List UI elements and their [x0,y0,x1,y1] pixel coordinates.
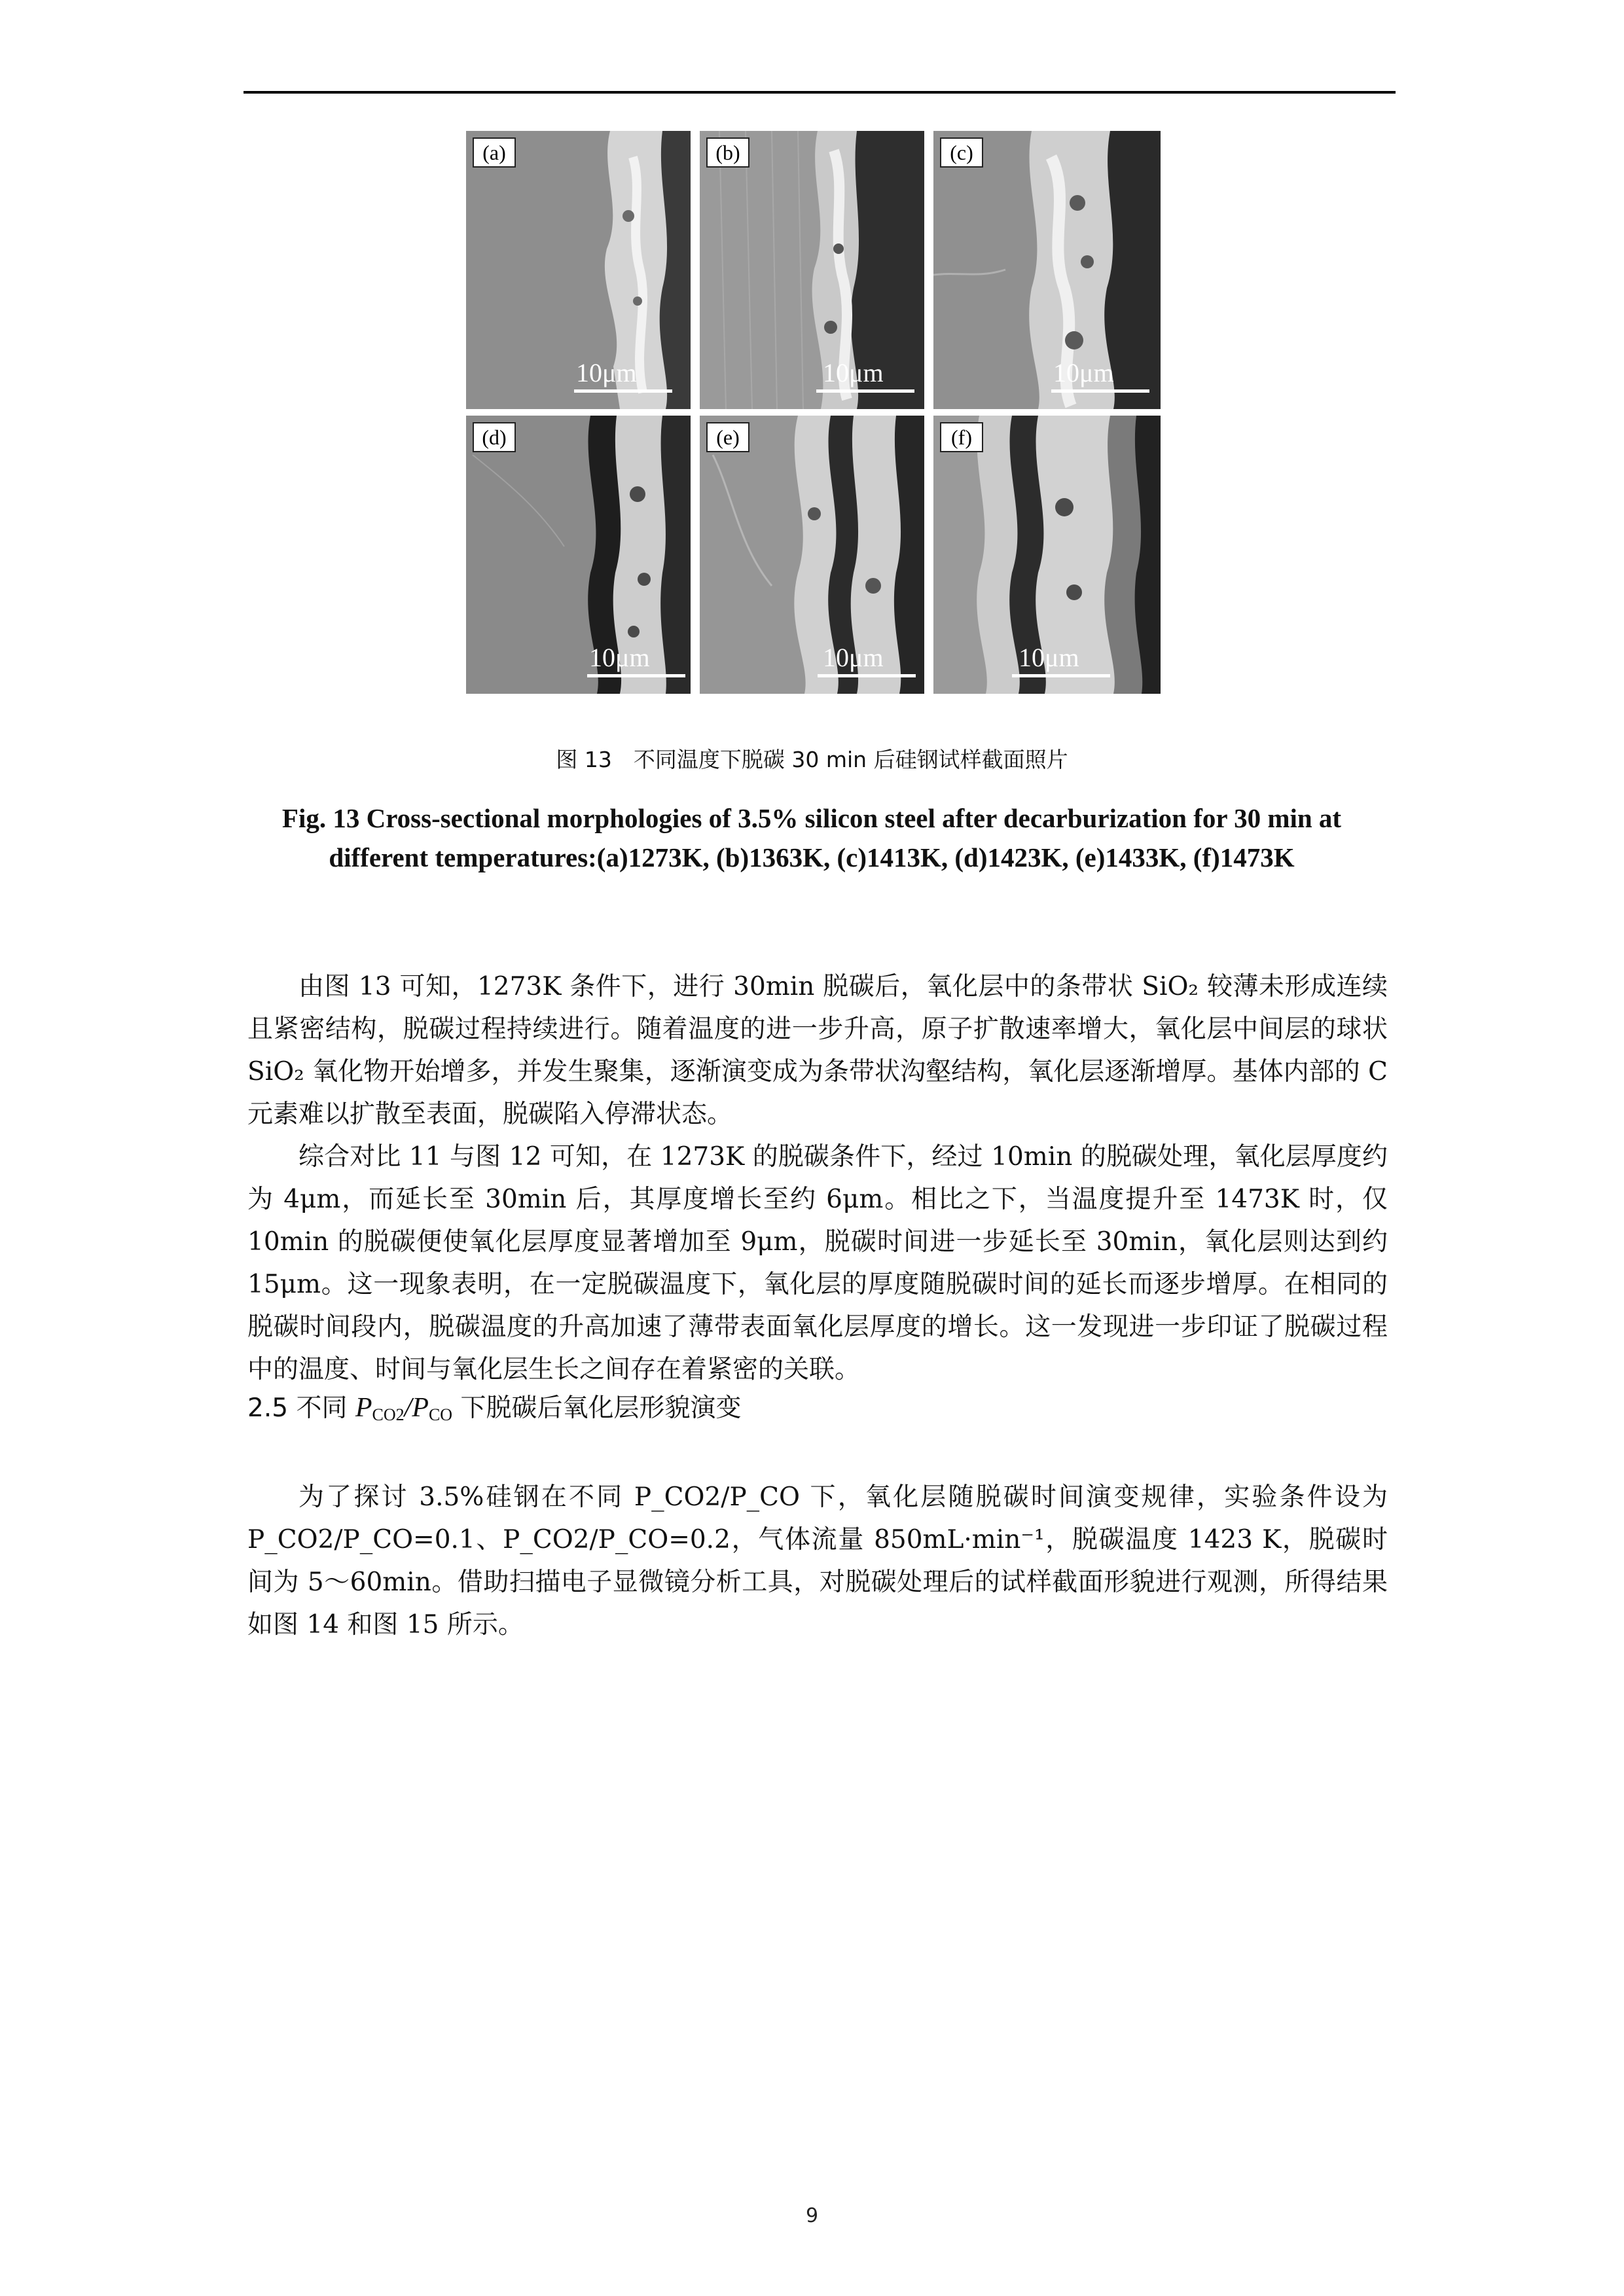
panel-label-e: (e) [706,422,749,452]
sem-image-e [700,416,924,694]
scale-text-a: 10μm [576,358,637,387]
paragraph-3: 为了探讨 3.5%硅钢在不同 P_CO2/P_CO 下，氧化层随脱碳时间演变规律，实验条件设为 P_CO2/P_CO=0.1、P_CO2/P_CO=0.2，气体流量 850mL·min⁻¹，脱碳温度 1423 K，脱碳时间为 5～60min。借助扫描电子显微镜分析工具，对脱碳处理后的试样截面形貌进行观测，所得结果如图 14 和图 15 所示。 [247,1482,1388,1640]
scale-text-c: 10μm [1053,358,1114,387]
panel-label-a: (a) [473,137,516,168]
scale-text-b: 10μm [823,358,884,387]
scale-bar-c [1051,389,1149,393]
panel-label-b: (b) [706,137,749,168]
figure-13 [466,131,1161,694]
panel-label-d: (d) [473,422,516,452]
sem-image-c [933,131,1161,409]
figure-caption-en: Fig. 13 Cross-sectional morphologies of 3.5% silicon steel after decarburization for 30 min at different temperatures:(a)1273K, (b)1363K, (c)1413K, (d)1423K, (e)1433K, (f)1473K [281,803,1342,872]
sem-panel-a [466,131,691,409]
section-number: 2.5 [247,1393,289,1423]
paragraph-1: 由图 13 可知，1273K 条件下，进行 30min 脱碳后，氧化层中的条带状 SiO₂ 较薄未形成连续且紧密结构，脱碳过程持续进行。随着温度的进一步升高，原子扩散速率增大，氧化层中间层的球状 SiO₂ 氧化物开始增多，并发生聚集，逐渐演变成为条带状沟壑结构，氧化层逐渐增厚。基体内部的 C 元素难以扩散至表面，脱碳陷入停滞状态。 [247,972,1388,1129]
section-heading [247,1388,742,1425]
section-pre: 不同 [296,1393,348,1423]
page-number: 9 [805,2204,819,2227]
sem-panel-b [700,131,924,409]
sem-image-d [466,416,691,694]
scale-text-d: 10μm [589,643,650,672]
scale-bar-d [587,674,685,677]
header-rule [244,91,1396,94]
scale-text-f: 10μm [1019,643,1079,672]
sem-panel-e [700,416,924,694]
panel-label-f: (f) [940,422,983,452]
panel-label-c: (c) [940,137,983,168]
sem-panel-d [466,416,691,694]
scale-bar-f [1012,674,1110,677]
scale-text-e: 10μm [823,643,884,672]
paragraph-2: 综合对比 11 与图 12 可知，在 1273K 的脱碳条件下，经过 10min 的脱碳处理，氧化层厚度约为 4μm，而延长至 30min 后，其厚度增长至约 6μm。相比之下，当温度提升至 1473K 时，仅 10min 的脱碳便使氧化层厚度显著增加至 9μm，脱碳时间进一步延长至 30min，氧化层则达到约 15μm。这一现象表明，在一定脱碳温度下，氧化层的厚度随脱碳时间的延长而逐步增厚。在相同的脱碳时间段内，脱碳温度的升高加速了薄带表面氧化层厚度的增长。这一发现进一步印证了脱碳过程中的温度、时间与氧化层生长之间存在着紧密的关联。 [247,1142,1388,1384]
sem-panel-f [933,416,1161,694]
sem-image-b [700,131,924,409]
figure-caption-cn: 图 13 不同温度下脱碳 30 min 后硅钢试样截面照片 [556,747,1068,772]
scale-bar-b [816,389,914,393]
section-slash: / [404,1393,412,1423]
section-p-symbol-2: P [412,1393,429,1423]
section-p-symbol-1: P [355,1393,372,1423]
section-post: 下脱碳后氧化层形貌演变 [460,1393,742,1423]
section-sub-2: CO [428,1405,453,1424]
scale-bar-e [818,674,916,677]
scale-bar-a [574,389,672,393]
section-sub-1: CO2 [372,1405,405,1424]
sem-panel-c [933,131,1161,409]
